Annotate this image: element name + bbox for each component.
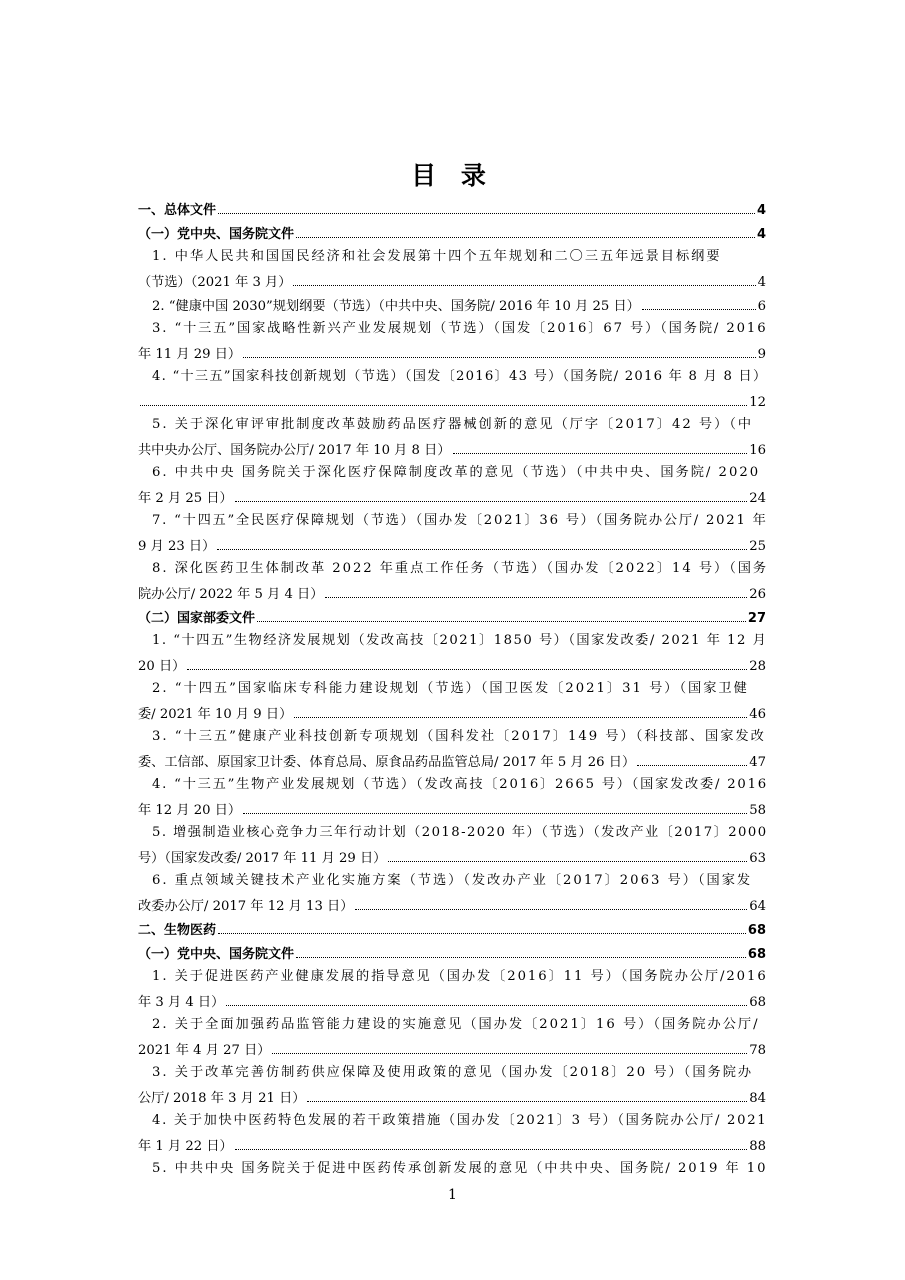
toc-entry-text: 委、工信部、原国家卫计委、体育总局、原食品药品监管总局/ 2017 年 5 月 26 日） (138, 755, 636, 770)
toc-entry[interactable] (138, 773, 766, 797)
toc-page-number: 4 (756, 227, 766, 242)
dot-leader (243, 797, 747, 814)
toc-entry-text: 1. 关于促进医药产业健康发展的指导意见（国办发〔2016〕11 号）（国务院办公厅/2016 (152, 969, 768, 984)
toc-entry[interactable] (138, 1037, 766, 1061)
toc-entry[interactable] (138, 461, 766, 485)
toc-entry-text: 2. “健康中国 2030”规划纲要（节选）（中共中央、国务院/ 2016 年 10 月 25 日） (152, 299, 640, 314)
toc-entry[interactable] (138, 485, 766, 509)
toc-entry[interactable] (138, 389, 766, 413)
toc-entry[interactable] (138, 1013, 766, 1037)
toc-entry[interactable] (138, 893, 766, 917)
toc-page-number: 68 (747, 947, 766, 962)
toc-entry-text: 1. 中华人民共和国国民经济和社会发展第十四个五年规划和二〇三五年远景目标纲要 (152, 249, 722, 264)
toc-entry-text: 9 月 23 日） (138, 539, 216, 554)
toc-entry-text: 委/ 2021 年 10 月 9 日） (138, 707, 293, 722)
dot-leader (325, 581, 747, 598)
toc-entry[interactable] (138, 965, 766, 989)
toc-entry-text: （二）国家部委文件 (138, 611, 256, 626)
toc-page-number: 6 (757, 299, 766, 314)
toc-entry[interactable] (138, 245, 766, 269)
toc-entry-text: 5. 增强制造业核心竞争力三年行动计划（2018-2020 年）（节选）（发改产业〔2017〕2000 (152, 825, 768, 840)
toc-entry[interactable] (138, 293, 766, 317)
toc-entry-text: 共中央办公厅、国务院办公厅/ 2017 年 10 月 8 日） (138, 443, 451, 458)
toc-entry-text: 改委办公厅/ 2017 年 12 月 13 日） (138, 899, 354, 914)
toc-entry-text: 5. 中共中央 国务院关于促进中医药传承创新发展的意见（中共中央、国务院/ 2019 年 10 (152, 1161, 768, 1176)
toc-entry[interactable] (138, 677, 766, 701)
toc-entry-text: （一）党中央、国务院文件 (138, 947, 295, 962)
toc-entry-text: 年 1 月 22 日） (138, 1139, 233, 1154)
dot-leader (307, 1085, 747, 1102)
toc-entry[interactable] (138, 1085, 766, 1109)
toc-page-number: 78 (749, 1043, 766, 1058)
toc-entry-text: 院办公厅/ 2022 年 5 月 4 日） (138, 587, 324, 602)
dot-leader (642, 293, 756, 310)
toc-page-number: 84 (749, 1091, 766, 1106)
toc-entry[interactable] (138, 989, 766, 1013)
toc-heading[interactable] (138, 917, 766, 941)
toc-entry-text: 1. “十四五”生物经济发展规划（发改高技〔2021〕1850 号）（国家发改委/ 2021 年 12 月 (152, 633, 768, 648)
toc-page-number: 58 (749, 803, 766, 818)
toc-entry[interactable] (138, 869, 766, 893)
dot-leader (217, 533, 747, 550)
toc-entry-text: 20 日） (138, 659, 186, 674)
toc-entry[interactable] (138, 749, 766, 773)
toc-page-number: 64 (749, 899, 766, 914)
toc-entry[interactable] (138, 821, 766, 845)
toc-page-number: 68 (747, 923, 766, 938)
toc-entry-text: 6. 重点领域关键技术产业化实施方案（节选）（发改办产业〔2017〕2063 号）（国家发 (152, 873, 753, 888)
toc-title: 目 录 (411, 161, 494, 190)
dot-leader (235, 1133, 748, 1150)
toc-entry[interactable] (138, 581, 766, 605)
dot-leader (388, 845, 747, 862)
toc-entry-text: 4. “十三五”国家科技创新规划（节选）（国发〔2016〕43 号）（国务院/ 2016 年 8 月 8 日） (152, 369, 768, 384)
toc-entry[interactable] (138, 725, 766, 749)
toc-heading[interactable] (138, 941, 766, 965)
dot-leader (187, 653, 747, 670)
toc-page-number: 4 (756, 203, 766, 218)
dot-leader (637, 749, 747, 766)
toc-entry[interactable] (138, 269, 766, 293)
toc-entry[interactable] (138, 701, 766, 725)
toc-page-number: 16 (749, 443, 766, 458)
toc-entry[interactable] (138, 365, 766, 389)
dot-leader (226, 989, 747, 1006)
dot-leader (355, 893, 747, 910)
dot-leader (272, 1037, 747, 1054)
toc-entry-text: 号）（国家发改委/ 2017 年 11 月 29 日） (138, 851, 387, 866)
dot-leader (296, 221, 755, 238)
table-of-contents (138, 197, 769, 1181)
toc-entry[interactable] (138, 845, 766, 869)
toc-page-number: 27 (747, 611, 766, 626)
toc-entry[interactable] (138, 341, 766, 365)
toc-entry-text: 年 11 月 29 日） (138, 347, 242, 362)
toc-entry[interactable] (138, 509, 766, 533)
toc-page-number: 26 (749, 587, 766, 602)
toc-entry-text: 2021 年 4 月 27 日） (138, 1043, 271, 1058)
dot-leader (296, 941, 746, 958)
toc-entry-text: 6. 中共中央 国务院关于深化医疗保障制度改革的意见（节选）（中共中央、国务院/ 2020 (152, 465, 761, 480)
dot-leader (218, 197, 755, 214)
toc-page-number: 63 (749, 851, 766, 866)
toc-entry-text: 3. “十三五”健康产业科技创新专项规划（国科发社〔2017〕149 号）（科技部、国家发改 (152, 729, 766, 744)
toc-page-number: 24 (749, 491, 766, 506)
dot-leader (293, 269, 755, 286)
dot-leader (453, 437, 748, 454)
toc-entry[interactable] (138, 1109, 766, 1133)
toc-entry[interactable] (138, 629, 766, 653)
toc-page-number: 4 (757, 275, 766, 290)
toc-entry-text: 二、生物医药 (138, 923, 217, 938)
dot-leader (218, 917, 746, 934)
toc-entry-text: 年 2 月 25 日） (138, 491, 233, 506)
toc-entry-text: 3. “十三五”国家战略性新兴产业发展规划（节选）（国发〔2016〕67 号）（国务院/ 2016 (152, 321, 768, 336)
toc-entry-text: 5. 关于深化审评审批制度改革鼓励药品医疗器械创新的意见（厅字〔2017〕42 号）（中 (152, 417, 754, 432)
page-number: 1 (448, 1187, 457, 1203)
toc-page-number: 47 (749, 755, 766, 770)
toc-page-number: 88 (749, 1139, 766, 1154)
toc-entry-text: 4. 关于加快中医药特色发展的若干政策措施（国办发〔2021〕3 号）（国务院办公厅/ 2021 (152, 1113, 768, 1128)
toc-entry[interactable] (138, 317, 766, 341)
toc-entry-text: 年 3 月 4 日） (138, 995, 225, 1010)
toc-entry-text: 8. 深化医药卫生体制改革 2022 年重点工作任务（节选）（国办发〔2022〕14 号）（国务 (152, 561, 769, 576)
toc-heading[interactable] (138, 197, 766, 221)
dot-leader (140, 389, 747, 406)
toc-entry[interactable] (138, 797, 766, 821)
toc-page-number: 46 (749, 707, 766, 722)
toc-entry-text: （节选）（2021 年 3 月） (138, 275, 292, 290)
dot-leader (294, 701, 747, 718)
toc-entry[interactable] (138, 533, 766, 557)
toc-entry-text: 4. “十三五”生物产业发展规划（节选）（发改高技〔2016〕2665 号）（国家发改委/ 2016 (152, 777, 768, 792)
toc-entry[interactable] (138, 1157, 766, 1181)
toc-page-number: 12 (749, 395, 766, 410)
toc-entry[interactable] (138, 557, 769, 581)
toc-entry-text: 公厅/ 2018 年 3 月 21 日） (138, 1091, 306, 1106)
toc-page-number: 9 (757, 347, 766, 362)
toc-entry[interactable] (138, 1061, 766, 1085)
toc-entry-text: （一）党中央、国务院文件 (138, 227, 295, 242)
dot-leader (243, 341, 756, 358)
toc-entry-text: 一、总体文件 (138, 203, 217, 218)
toc-entry[interactable] (138, 413, 766, 437)
dot-leader (257, 605, 746, 622)
toc-page-number: 68 (749, 995, 766, 1010)
toc-entry[interactable] (138, 1133, 766, 1157)
toc-heading[interactable] (138, 605, 766, 629)
toc-heading[interactable] (138, 221, 766, 245)
toc-entry[interactable] (138, 653, 766, 677)
toc-page-number: 25 (749, 539, 766, 554)
toc-entry-text: 7. “十四五”全民医疗保障规划（节选）（国办发〔2021〕36 号）（国务院办公厅/ 2021 年 (152, 513, 768, 528)
toc-entry-text: 年 12 月 20 日） (138, 803, 242, 818)
toc-entry[interactable] (138, 437, 766, 461)
toc-page-number: 28 (749, 659, 766, 674)
toc-entry-text: 2. “十四五”国家临床专科能力建设规划（节选）（国卫医发〔2021〕31 号）（国家卫健 (152, 681, 749, 696)
toc-entry-text: 3. 关于改革完善仿制药供应保障及使用政策的意见（国办发〔2018〕20 号）（国务院办 (152, 1065, 754, 1080)
toc-entry-text: 2. 关于全面加强药品监管能力建设的实施意见（国办发〔2021〕16 号）（国务院办公厅/ (152, 1017, 760, 1032)
dot-leader (235, 485, 748, 502)
